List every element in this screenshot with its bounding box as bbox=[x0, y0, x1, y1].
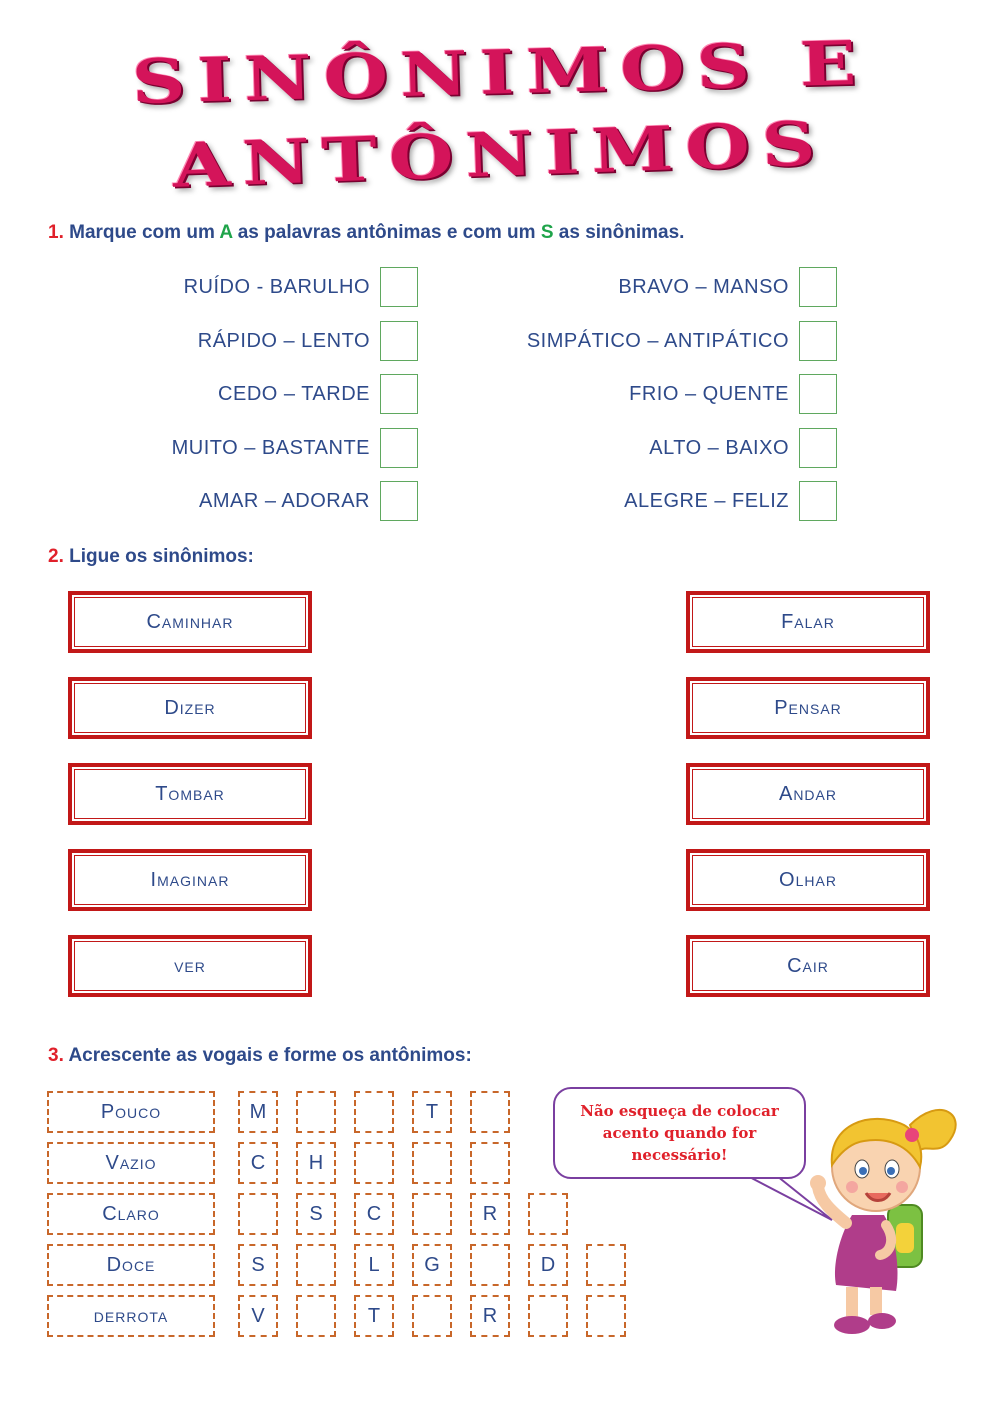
antonym-source-word: Pouco bbox=[47, 1091, 215, 1133]
pair-row bbox=[172, 428, 370, 468]
antonym-source-word: Claro bbox=[47, 1193, 215, 1235]
match-word: Dizer bbox=[164, 696, 216, 719]
answer-box[interactable] bbox=[799, 428, 837, 468]
letter-cell[interactable] bbox=[296, 1244, 336, 1286]
answer-box[interactable] bbox=[380, 267, 418, 307]
word-pair: FRIO – QUENTE bbox=[629, 382, 789, 405]
match-box-right[interactable] bbox=[686, 677, 930, 739]
question-1-text-b: as palavras antônimas e com um bbox=[237, 222, 536, 243]
letter-cell: T bbox=[412, 1091, 452, 1133]
letter-cell[interactable] bbox=[354, 1142, 394, 1184]
word-pair: ALEGRE – FELIZ bbox=[624, 489, 789, 512]
answer-box[interactable] bbox=[380, 428, 418, 468]
title-line-2: ANTÔNIMOS bbox=[171, 108, 829, 202]
question-2-text: Ligue os sinônimos: bbox=[69, 546, 254, 567]
question-2 bbox=[48, 546, 254, 568]
question-1 bbox=[48, 222, 684, 244]
match-word: Pensar bbox=[774, 696, 842, 719]
match-box-left[interactable] bbox=[68, 677, 312, 739]
match-box-right[interactable] bbox=[686, 763, 930, 825]
letter-cell: R bbox=[470, 1295, 510, 1337]
answer-box[interactable] bbox=[380, 374, 418, 414]
pair-row bbox=[218, 374, 370, 414]
question-3 bbox=[48, 1045, 472, 1067]
pair-row bbox=[199, 481, 370, 521]
letter-cell[interactable] bbox=[296, 1091, 336, 1133]
letter-cell: C bbox=[354, 1193, 394, 1235]
letter-cell[interactable] bbox=[528, 1193, 568, 1235]
antonym-source-word: Vazio bbox=[47, 1142, 215, 1184]
antonym-source-word: Doce bbox=[47, 1244, 215, 1286]
letter-cell[interactable] bbox=[412, 1142, 452, 1184]
letter-cell: M bbox=[238, 1091, 278, 1133]
match-word: Andar bbox=[778, 782, 837, 805]
match-word: Caminhar bbox=[146, 610, 234, 633]
match-word: Cair bbox=[787, 954, 829, 977]
letter-cell: R bbox=[470, 1193, 510, 1235]
pair-row bbox=[184, 267, 370, 307]
letter-s: S bbox=[540, 222, 554, 243]
match-box-left[interactable] bbox=[68, 935, 312, 997]
answer-box[interactable] bbox=[380, 321, 418, 361]
letter-cell: V bbox=[238, 1295, 278, 1337]
letter-cell: C bbox=[238, 1142, 278, 1184]
pair-row bbox=[624, 481, 789, 521]
word-pair: ALTO – BAIXO bbox=[649, 436, 789, 459]
letter-cell[interactable] bbox=[470, 1091, 510, 1133]
letter-cell[interactable] bbox=[412, 1193, 452, 1235]
answer-box[interactable] bbox=[799, 374, 837, 414]
antonym-source-word: derrota bbox=[47, 1295, 215, 1337]
word-pair: CEDO – TARDE bbox=[218, 382, 370, 405]
pair-row bbox=[618, 267, 789, 307]
letter-cell[interactable] bbox=[586, 1244, 626, 1286]
letter-cell[interactable] bbox=[296, 1295, 336, 1337]
letter-a: A bbox=[219, 222, 233, 243]
question-3-number: 3. bbox=[48, 1045, 64, 1066]
answer-box[interactable] bbox=[799, 481, 837, 521]
pair-row bbox=[527, 321, 789, 361]
letter-cell: S bbox=[238, 1244, 278, 1286]
letter-cell: L bbox=[354, 1244, 394, 1286]
letter-cell: T bbox=[354, 1295, 394, 1337]
match-word: Falar bbox=[781, 610, 835, 633]
letter-cell[interactable] bbox=[586, 1295, 626, 1337]
match-word: Imaginar bbox=[150, 868, 230, 891]
word-pair: RÁPIDO – LENTO bbox=[197, 329, 370, 352]
word-pair: SIMPÁTICO – ANTIPÁTICO bbox=[526, 329, 789, 352]
letter-cell: H bbox=[296, 1142, 336, 1184]
match-word: ver bbox=[174, 954, 206, 977]
answer-box[interactable] bbox=[799, 267, 837, 307]
pair-row bbox=[198, 321, 370, 361]
answer-box[interactable] bbox=[380, 481, 418, 521]
letter-cell: G bbox=[412, 1244, 452, 1286]
pair-row bbox=[649, 428, 789, 468]
word-pair: MUITO – BASTANTE bbox=[171, 436, 370, 459]
match-box-right[interactable] bbox=[686, 935, 930, 997]
title-line-1: SINÔNIMOS E bbox=[131, 28, 869, 118]
match-box-right[interactable] bbox=[686, 591, 930, 653]
girl-illustration-icon bbox=[800, 1095, 970, 1345]
match-box-left[interactable] bbox=[68, 849, 312, 911]
match-word: Tombar bbox=[155, 782, 225, 805]
pair-row bbox=[629, 374, 789, 414]
answer-box[interactable] bbox=[799, 321, 837, 361]
letter-cell: S bbox=[296, 1193, 336, 1235]
word-pair: AMAR – ADORAR bbox=[199, 489, 370, 512]
letter-cell[interactable] bbox=[528, 1295, 568, 1337]
letter-cell[interactable] bbox=[238, 1193, 278, 1235]
letter-cell[interactable] bbox=[354, 1091, 394, 1133]
question-1-text-a: Marque com um bbox=[69, 222, 215, 243]
letter-cell[interactable] bbox=[470, 1244, 510, 1286]
word-pair: RUÍDO - BARULHO bbox=[183, 275, 370, 298]
match-box-left[interactable] bbox=[68, 763, 312, 825]
letter-cell[interactable] bbox=[470, 1142, 510, 1184]
letter-cell[interactable] bbox=[412, 1295, 452, 1337]
tip-bubble: Não esqueça de colocar acento quando for necessário! bbox=[553, 1087, 806, 1179]
match-word: Olhar bbox=[779, 868, 837, 891]
question-1-number: 1. bbox=[48, 222, 64, 243]
question-3-text: Acrescente as vogais e forme os antônimos: bbox=[68, 1045, 472, 1066]
match-box-right[interactable] bbox=[686, 849, 930, 911]
question-2-number: 2. bbox=[48, 546, 64, 567]
match-box-left[interactable] bbox=[68, 591, 312, 653]
question-1-text-c: as sinônimas. bbox=[558, 222, 685, 243]
word-pair: BRAVO – MANSO bbox=[618, 275, 789, 298]
letter-cell: D bbox=[528, 1244, 568, 1286]
